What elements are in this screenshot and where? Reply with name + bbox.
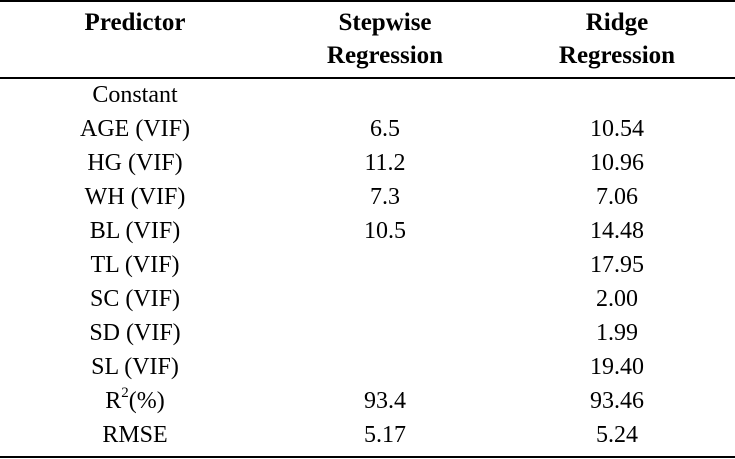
- header-stepwise-line1: Stepwise: [338, 9, 432, 36]
- stepwise-cell: 7.3: [370, 184, 400, 210]
- ridge-cell: 2.00: [596, 286, 638, 312]
- predictor-cell: HG (VIF): [87, 150, 183, 176]
- predictor-cell: RMSE: [102, 422, 168, 448]
- ridge-cell: 1.99: [596, 320, 638, 346]
- table-row: [0, 282, 735, 316]
- header-stepwise-line2: Regression: [326, 42, 444, 69]
- header-ridge-line1: Ridge: [585, 9, 649, 36]
- predictor-cell: TL (VIF): [90, 252, 180, 278]
- r-squared-suffix: (%): [128, 388, 165, 414]
- predictor-cell: [40, 384, 230, 418]
- predictor-cell: AGE (VIF): [80, 116, 190, 142]
- stepwise-cell: 93.4: [364, 388, 406, 414]
- predictor-cell: SD (VIF): [89, 320, 181, 346]
- ridge-cell: 10.54: [590, 116, 644, 142]
- stepwise-cell: 10.5: [364, 218, 406, 244]
- predictor-cell: Constant: [92, 82, 178, 108]
- header-predictor: [40, 6, 230, 39]
- table-row: [0, 146, 735, 180]
- ridge-cell: 93.46: [590, 388, 644, 414]
- header-ridge-line2: Regression: [558, 42, 676, 69]
- predictor-cell: BL (VIF): [89, 218, 181, 244]
- header-predictor-label: Predictor: [84, 9, 186, 36]
- table-bottom-rule: [0, 456, 735, 458]
- ridge-cell: 17.95: [590, 252, 644, 278]
- ridge-cell: 19.40: [590, 354, 644, 380]
- ridge-cell: 14.48: [590, 218, 644, 244]
- ridge-cell: 10.96: [590, 150, 644, 176]
- table-row: [0, 384, 735, 418]
- header-stepwise: [290, 6, 480, 72]
- table-row: [0, 180, 735, 214]
- stepwise-cell: 6.5: [370, 116, 400, 142]
- table-row: [0, 316, 735, 350]
- table-row: [0, 112, 735, 146]
- table-row: [0, 248, 735, 282]
- predictor-cell: SL (VIF): [91, 354, 179, 380]
- ridge-cell: 5.24: [596, 422, 638, 448]
- header-ridge: [522, 6, 712, 72]
- r-squared-exponent: 2: [121, 385, 129, 401]
- table-row: [0, 418, 735, 452]
- stepwise-cell: 11.2: [364, 150, 406, 176]
- table-row: [0, 214, 735, 248]
- table-row: [0, 78, 735, 112]
- predictor-cell: WH (VIF): [84, 184, 186, 210]
- ridge-cell: 7.06: [596, 184, 638, 210]
- table-top-rule: [0, 0, 735, 2]
- predictor-cell: SC (VIF): [89, 286, 180, 312]
- table-row: [0, 350, 735, 384]
- stepwise-cell: 5.17: [364, 422, 406, 448]
- r-squared-base: R: [105, 388, 122, 414]
